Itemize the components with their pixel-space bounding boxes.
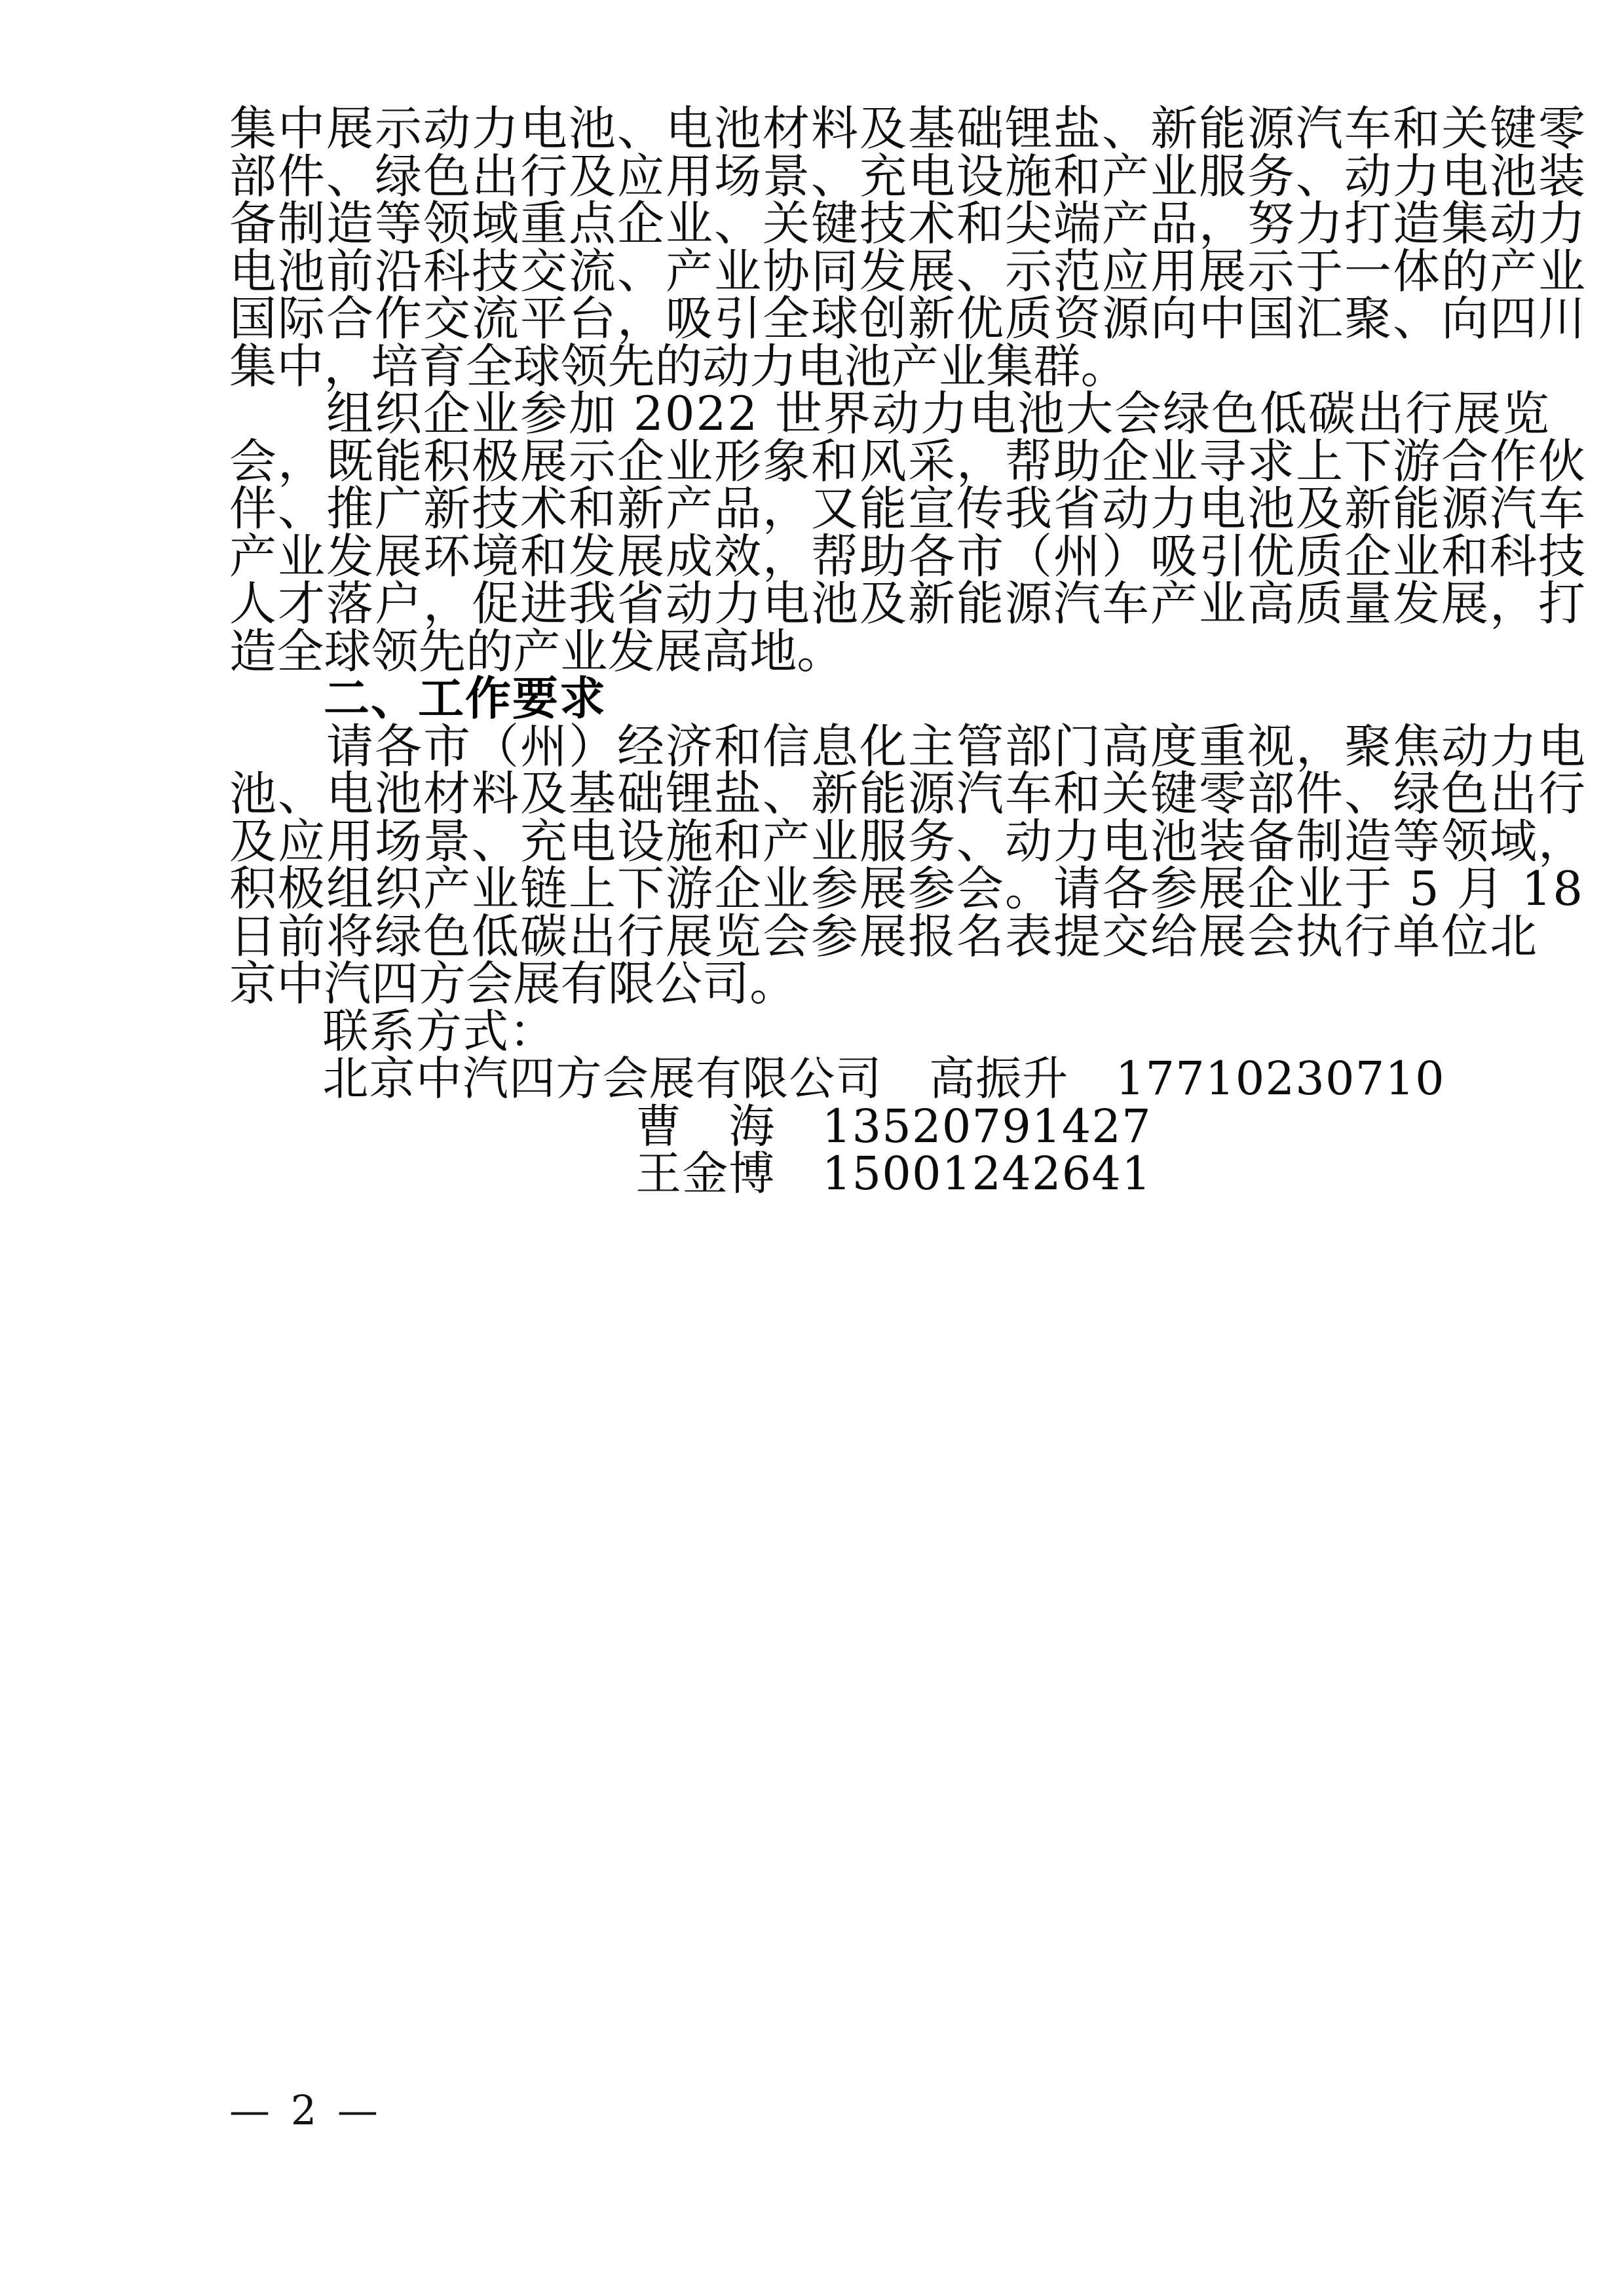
- contact-label: 联系方式：: [229, 1004, 556, 1058]
- text-line: 伴、推广新技术和新产品，又能宣传我省动力电池及新能源汽车: [229, 481, 1587, 536]
- paragraph-exhibition-benefits: [229, 386, 1587, 679]
- text-line: 人才落户，促进我省动力电池及新能源汽车产业高质量发展，打: [229, 576, 1587, 631]
- document-body-column: [229, 101, 1587, 1200]
- paragraph-work-requirements: [229, 718, 1587, 1011]
- text-line: 造全球领先的产业发展高地。: [229, 623, 844, 679]
- page-footer: [229, 2086, 1435, 2134]
- contact-block: [229, 1004, 1445, 1200]
- text-line: 国际合作交流平台，吸引全球创新优质资源向中国汇聚、向四川: [229, 291, 1587, 346]
- text-line: 会，既能积极展示企业形象和风采，帮助企业寻求上下游合作伙: [229, 433, 1587, 489]
- text-line: 请各市（州）经济和信息化主管部门高度重视，聚焦动力电: [229, 718, 1587, 774]
- paragraph-continuation: [229, 101, 1587, 394]
- text-line: 组织企业参加 2022 世界动力电池大会绿色低碳出行展览: [229, 386, 1551, 441]
- text-line: 日前将绿色低碳出行展览会参展报名表提交给展会执行单位北: [229, 908, 1539, 964]
- text-line: 部件、绿色出行及应用场景、充电设施和产业服务、动力电池装: [229, 148, 1587, 204]
- text-line: 产业发展环境和发展成效，帮助各市（州）吸引优质企业和科技: [229, 528, 1587, 584]
- page-number: — 2 —: [229, 2086, 382, 2134]
- text-line: 池、电池材料及基础锂盐、新能源汽车和关键零部件、绿色出行: [229, 766, 1587, 821]
- section-heading-text: 二、工作要求: [229, 672, 607, 725]
- section-heading-work-requirements: [229, 672, 1435, 725]
- text-line: 电池前沿科技交流、产业协同发展、示范应用展示于一体的产业: [229, 243, 1587, 299]
- text-line: 集中，培育全球领先的动力电池产业集群。: [229, 338, 1128, 394]
- contact-entry-primary: 北京中汽四方会展有限公司 高振升 17710230710: [229, 1052, 1445, 1105]
- text-line: 京中汽四方会展有限公司。: [229, 956, 797, 1011]
- text-line: 集中展示动力电池、电池材料及基础锂盐、新能源汽车和关键零: [229, 101, 1587, 156]
- text-line: 积极组织产业链上下游企业参展参会。请各参展企业于 5 月 18: [229, 861, 1585, 916]
- contact-entry-secondary: 曹 海 13520791427: [635, 1099, 1152, 1153]
- contact-entry-tertiary: 王金博 15001242641: [635, 1147, 1152, 1200]
- text-line: 备制造等领域重点企业、关键技术和尖端产品，努力打造集动力: [229, 196, 1587, 251]
- text-line: 及应用场景、充电设施和产业服务、动力电池装备制造等领域，: [229, 813, 1587, 869]
